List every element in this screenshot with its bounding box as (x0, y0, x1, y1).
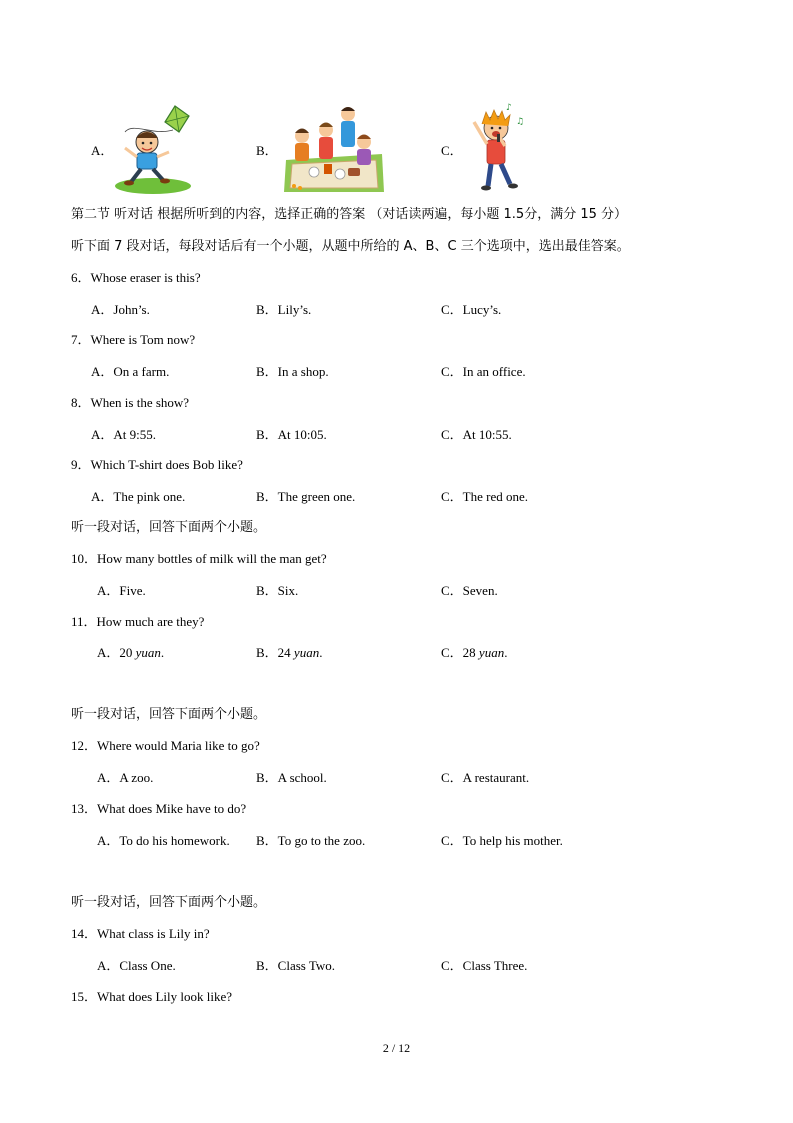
question-13: 13．What does Mike have to do? (71, 801, 247, 816)
question-6-option-a: A．John’s. (91, 302, 150, 317)
question-10: 10．How many bottles of milk will the man get? (71, 551, 327, 566)
question-9-option-b: B．The green one. (256, 489, 356, 504)
question-13-option-a: A．To do his homework. (97, 833, 230, 848)
question-8: 8．When is the show? (71, 395, 190, 410)
svg-text:♫: ♫ (516, 117, 525, 127)
question-7: 7．Where is Tom now? (71, 332, 196, 347)
question-8-option-a: A．At 9:55. (91, 427, 157, 442)
question-10-option-a: A．Five. (97, 583, 146, 598)
question-13-option-c: C．To help his mother. (441, 833, 563, 848)
question-12-option-b: B．A school. (256, 770, 327, 785)
page-number: 2 / 12 (382, 1041, 411, 1055)
question-9-option-c: C．The red one. (441, 489, 529, 504)
question-14-option-b: B．Class Two. (256, 958, 336, 973)
question-10-option-c: C．Seven. (441, 583, 498, 598)
question-11-option-c: C．28 yuan. (441, 645, 508, 660)
dialog-intro-3: 听一段对话，回答下面两个小题。 (71, 895, 267, 910)
question-12-option-a: A．A zoo. (97, 770, 154, 785)
question-7-option-a: A．On a farm. (91, 364, 170, 379)
question-6-option-c: C．Lucy’s. (441, 302, 502, 317)
question-8-option-b: B．At 10:05. (256, 427, 327, 442)
question-9: 9．Which T-shirt does Bob like? (71, 457, 243, 472)
question-7-option-b: B．In a shop. (256, 364, 329, 379)
svg-text:♪: ♪ (506, 103, 512, 113)
question-12: 12．Where would Maria like to go? (71, 738, 260, 753)
question-15: 15．What does Lily look like? (71, 989, 233, 1004)
question-14-option-a: A．Class One. (97, 958, 176, 973)
question-12-option-c: C．A restaurant. (441, 770, 530, 785)
question-11: 11．How much are they? (71, 614, 205, 629)
question-11-option-a: A．20 yuan. (97, 645, 165, 660)
kite-boy-icon (113, 102, 193, 194)
question-6: 6．Whose eraser is this? (71, 270, 201, 285)
question-9-option-a: A．The pink one. (91, 489, 186, 504)
section-heading: 第二节 听对话 根据所听到的内容，选择正确的答案 （对话读两遍，每小题 1.5分，满分 15 分） (71, 207, 628, 222)
question-13-option-b: B．To go to the zoo. (256, 833, 366, 848)
question-11-option-b: B．24 yuan. (256, 645, 323, 660)
question-8-option-c: C．At 10:55. (441, 427, 512, 442)
dialog-intro-1: 听一段对话，回答下面两个小题。 (71, 520, 267, 535)
question-10-option-b: B．Six. (256, 583, 299, 598)
picture-option-a-label: A． (91, 143, 114, 158)
question-14-option-c: C．Class Three. (441, 958, 528, 973)
dialog-intro-2: 听一段对话，回答下面两个小题。 (71, 707, 267, 722)
picture-option-b-label: B． (256, 143, 278, 158)
question-14: 14．What class is Lily in? (71, 926, 210, 941)
singing-boy-icon (466, 100, 546, 196)
question-7-option-c: C．In an office. (441, 364, 526, 379)
question-6-option-b: B．Lily’s. (256, 302, 312, 317)
family-picnic-icon (282, 102, 386, 194)
section-instruction: 听下面 7 段对话，每段对话后有一个小题，从题中所给的 A、B、C 三个选项中，选出最佳答案。 (71, 239, 630, 254)
picture-option-c-label: C． (441, 143, 463, 158)
